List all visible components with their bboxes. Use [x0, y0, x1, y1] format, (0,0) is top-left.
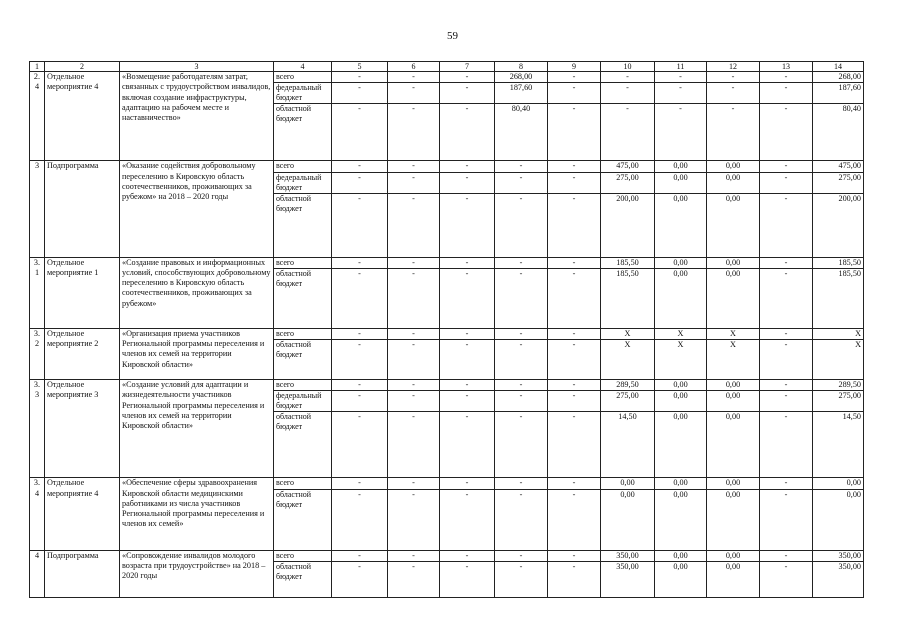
value-cell: - — [440, 561, 495, 597]
value-cell: - — [760, 561, 813, 597]
value-cell: - — [548, 489, 601, 550]
funding-source: всего — [274, 550, 332, 561]
value-cell: 14,50 — [813, 412, 864, 478]
value-cell: - — [495, 161, 548, 172]
column-number: 14 — [813, 62, 864, 72]
value-cell: 0,00 — [707, 489, 760, 550]
value-cell: - — [332, 83, 388, 104]
value-cell: - — [548, 550, 601, 561]
activity-type: Подпрограмма — [45, 550, 120, 597]
activity-type: Подпрограмма — [45, 161, 120, 257]
value-cell: - — [332, 550, 388, 561]
value-cell: - — [548, 193, 601, 257]
value-cell: - — [760, 104, 813, 161]
value-cell: - — [760, 72, 813, 83]
value-cell: - — [388, 489, 440, 550]
value-cell: Х — [601, 328, 655, 339]
value-cell: - — [548, 391, 601, 412]
value-cell: 185,50 — [813, 257, 864, 268]
row-index: 3.3 — [30, 380, 45, 478]
value-cell: - — [332, 391, 388, 412]
funding-source: федеральный бюджет — [274, 172, 332, 193]
column-number: 9 — [548, 62, 601, 72]
value-cell: - — [601, 83, 655, 104]
value-cell: - — [601, 72, 655, 83]
funding-source: областной бюджет — [274, 412, 332, 478]
value-cell: - — [388, 83, 440, 104]
value-cell: - — [548, 268, 601, 328]
column-number: 13 — [760, 62, 813, 72]
row-index: 3 — [30, 161, 45, 257]
value-cell: 0,00 — [707, 268, 760, 328]
funding-source: федеральный бюджет — [274, 83, 332, 104]
value-cell: - — [548, 561, 601, 597]
table-row — [30, 380, 864, 391]
value-cell: - — [495, 172, 548, 193]
value-cell: - — [655, 83, 707, 104]
value-cell: - — [548, 161, 601, 172]
value-cell: - — [760, 328, 813, 339]
value-cell: - — [440, 104, 495, 161]
activity-type: Отдельное мероприятие 4 — [45, 478, 120, 550]
column-number: 8 — [495, 62, 548, 72]
column-number: 3 — [120, 62, 274, 72]
value-cell: 0,00 — [707, 561, 760, 597]
value-cell: 0,00 — [655, 478, 707, 489]
table-row — [30, 257, 864, 268]
column-number: 5 — [332, 62, 388, 72]
value-cell: - — [760, 83, 813, 104]
value-cell: - — [495, 328, 548, 339]
value-cell: 0,00 — [707, 161, 760, 172]
activity-type: Отдельное мероприятие 1 — [45, 257, 120, 328]
value-cell: - — [388, 340, 440, 380]
table-row — [30, 72, 864, 83]
funding-source: всего — [274, 328, 332, 339]
value-cell: - — [707, 104, 760, 161]
value-cell: - — [440, 268, 495, 328]
column-number: 2 — [45, 62, 120, 72]
value-cell: - — [495, 257, 548, 268]
value-cell: - — [388, 161, 440, 172]
value-cell: - — [495, 268, 548, 328]
value-cell: - — [388, 550, 440, 561]
row-index: 3.2 — [30, 328, 45, 379]
activity-name: «Возмещение работодателям затрат, связанных с трудоустройством инвалидов, включая создание инфраструктуры, адаптацию на рабочем месте и наставничество» — [120, 72, 274, 161]
value-cell: 0,00 — [813, 478, 864, 489]
value-cell: 275,00 — [813, 172, 864, 193]
value-cell: 0,00 — [655, 257, 707, 268]
value-cell: 0,00 — [813, 489, 864, 550]
value-cell: - — [388, 478, 440, 489]
value-cell: - — [707, 83, 760, 104]
value-cell: - — [388, 561, 440, 597]
value-cell: - — [655, 72, 707, 83]
value-cell: - — [655, 104, 707, 161]
value-cell: - — [548, 478, 601, 489]
funding-source: федеральный бюджет — [274, 391, 332, 412]
activity-name: «Создание условий для адаптации и жизнедеятельности участников Региональной программы переселения и членов их семей на территории Кировской области» — [120, 380, 274, 478]
value-cell: - — [760, 412, 813, 478]
value-cell: 0,00 — [707, 478, 760, 489]
value-cell: - — [495, 391, 548, 412]
value-cell: - — [495, 489, 548, 550]
value-cell: Х — [601, 340, 655, 380]
value-cell: 275,00 — [601, 391, 655, 412]
value-cell: 0,00 — [655, 268, 707, 328]
value-cell: 187,60 — [495, 83, 548, 104]
value-cell: - — [332, 478, 388, 489]
funding-source: всего — [274, 478, 332, 489]
funding-source: областной бюджет — [274, 561, 332, 597]
value-cell: - — [332, 104, 388, 161]
value-cell: - — [332, 328, 388, 339]
value-cell: - — [760, 489, 813, 550]
value-cell: - — [332, 72, 388, 83]
value-cell: - — [760, 172, 813, 193]
value-cell: - — [548, 72, 601, 83]
value-cell: 268,00 — [813, 72, 864, 83]
value-cell: 0,00 — [707, 391, 760, 412]
column-number: 6 — [388, 62, 440, 72]
value-cell: - — [332, 412, 388, 478]
value-cell: - — [760, 391, 813, 412]
value-cell: Х — [655, 340, 707, 380]
value-cell: Х — [813, 328, 864, 339]
column-number: 12 — [707, 62, 760, 72]
value-cell: - — [440, 328, 495, 339]
value-cell: - — [332, 257, 388, 268]
activity-name: «Организация приема участников Региональной программы переселения и членов их семей на территории Кировской области» — [120, 328, 274, 379]
value-cell: - — [495, 380, 548, 391]
budget-table — [29, 61, 864, 598]
value-cell: 200,00 — [813, 193, 864, 257]
value-cell: - — [440, 193, 495, 257]
activity-type: Отдельное мероприятие 3 — [45, 380, 120, 478]
value-cell: - — [440, 478, 495, 489]
funding-source: областной бюджет — [274, 340, 332, 380]
column-number: 7 — [440, 62, 495, 72]
table-row — [30, 478, 864, 489]
value-cell: 0,00 — [601, 478, 655, 489]
value-cell: - — [440, 412, 495, 478]
value-cell: 0,00 — [707, 380, 760, 391]
value-cell: 0,00 — [707, 193, 760, 257]
value-cell: 14,50 — [601, 412, 655, 478]
row-index: 3.1 — [30, 257, 45, 328]
value-cell: - — [388, 391, 440, 412]
value-cell: - — [548, 83, 601, 104]
value-cell: - — [440, 72, 495, 83]
value-cell: 275,00 — [813, 391, 864, 412]
value-cell: 268,00 — [495, 72, 548, 83]
activity-name: «Создание правовых и информационных условий, способствующих добровольному переселению в Кировскую область соотечественников, проживающих за рубежом» — [120, 257, 274, 328]
value-cell: - — [388, 328, 440, 339]
table-row — [30, 550, 864, 561]
value-cell: - — [332, 561, 388, 597]
value-cell: 185,50 — [601, 257, 655, 268]
page-number: 59 — [447, 30, 458, 42]
activity-name: «Сопровождение инвалидов молодого возраста при трудоустройстве» на 2018 – 2020 годы — [120, 550, 274, 597]
budget-table-body — [30, 62, 864, 598]
value-cell: - — [548, 172, 601, 193]
value-cell: - — [760, 550, 813, 561]
value-cell: - — [440, 83, 495, 104]
value-cell: - — [495, 550, 548, 561]
value-cell: 350,00 — [601, 550, 655, 561]
funding-source: всего — [274, 380, 332, 391]
value-cell: - — [760, 268, 813, 328]
value-cell: 185,50 — [813, 268, 864, 328]
value-cell: 0,00 — [655, 380, 707, 391]
value-cell: - — [495, 193, 548, 257]
value-cell: 0,00 — [655, 550, 707, 561]
value-cell: 0,00 — [655, 412, 707, 478]
value-cell: 0,00 — [655, 561, 707, 597]
value-cell: - — [548, 380, 601, 391]
value-cell: 200,00 — [601, 193, 655, 257]
value-cell: 80,40 — [495, 104, 548, 161]
value-cell: 350,00 — [813, 561, 864, 597]
value-cell: - — [332, 193, 388, 257]
funding-source: областной бюджет — [274, 489, 332, 550]
column-number: 11 — [655, 62, 707, 72]
value-cell: Х — [655, 328, 707, 339]
funding-source: областной бюджет — [274, 268, 332, 328]
value-cell: 80,40 — [813, 104, 864, 161]
value-cell: 475,00 — [601, 161, 655, 172]
value-cell: 0,00 — [707, 172, 760, 193]
row-index: 3.4 — [30, 478, 45, 550]
table-row — [30, 161, 864, 172]
value-cell: 289,50 — [813, 380, 864, 391]
value-cell: - — [440, 161, 495, 172]
value-cell: - — [495, 478, 548, 489]
value-cell: - — [332, 172, 388, 193]
value-cell: - — [440, 550, 495, 561]
value-cell: 475,00 — [813, 161, 864, 172]
value-cell: 275,00 — [601, 172, 655, 193]
value-cell: - — [388, 72, 440, 83]
value-cell: - — [495, 412, 548, 478]
value-cell: Х — [707, 328, 760, 339]
value-cell: - — [707, 72, 760, 83]
value-cell: - — [440, 391, 495, 412]
value-cell: - — [332, 489, 388, 550]
value-cell: - — [495, 561, 548, 597]
table-row — [30, 328, 864, 339]
value-cell: - — [388, 412, 440, 478]
value-cell: Х — [813, 340, 864, 380]
value-cell: - — [388, 380, 440, 391]
value-cell: 0,00 — [601, 489, 655, 550]
value-cell: - — [388, 172, 440, 193]
value-cell: 0,00 — [707, 257, 760, 268]
row-index: 2.4 — [30, 72, 45, 161]
value-cell: 0,00 — [655, 391, 707, 412]
column-number: 4 — [274, 62, 332, 72]
value-cell: - — [548, 104, 601, 161]
funding-source: всего — [274, 161, 332, 172]
value-cell: 350,00 — [813, 550, 864, 561]
value-cell: - — [548, 412, 601, 478]
value-cell: - — [388, 257, 440, 268]
value-cell: - — [548, 257, 601, 268]
value-cell: - — [760, 161, 813, 172]
value-cell: 0,00 — [707, 550, 760, 561]
funding-source: областной бюджет — [274, 104, 332, 161]
value-cell: - — [760, 478, 813, 489]
value-cell: 0,00 — [655, 489, 707, 550]
activity-name: «Обеспечение сферы здравоохранения Кировской области медицинскими работниками из числа участников Региональной программы переселения и членов их семей» — [120, 478, 274, 550]
value-cell: 350,00 — [601, 561, 655, 597]
column-number: 10 — [601, 62, 655, 72]
column-number: 1 — [30, 62, 45, 72]
activity-type: Отдельное мероприятие 4 — [45, 72, 120, 161]
funding-source: всего — [274, 257, 332, 268]
value-cell: - — [760, 340, 813, 380]
value-cell: - — [548, 328, 601, 339]
value-cell: 289,50 — [601, 380, 655, 391]
value-cell: - — [440, 340, 495, 380]
value-cell: - — [332, 161, 388, 172]
value-cell: - — [760, 193, 813, 257]
value-cell: - — [440, 257, 495, 268]
funding-source: всего — [274, 72, 332, 83]
value-cell: 0,00 — [655, 161, 707, 172]
value-cell: Х — [707, 340, 760, 380]
activity-type: Отдельное мероприятие 2 — [45, 328, 120, 379]
value-cell: - — [388, 104, 440, 161]
value-cell: - — [440, 380, 495, 391]
funding-source: областной бюджет — [274, 193, 332, 257]
value-cell: - — [332, 268, 388, 328]
value-cell: 185,50 — [601, 268, 655, 328]
value-cell: 0,00 — [655, 193, 707, 257]
value-cell: - — [760, 257, 813, 268]
row-index: 4 — [30, 550, 45, 597]
value-cell: - — [332, 340, 388, 380]
value-cell: - — [760, 380, 813, 391]
value-cell: - — [332, 380, 388, 391]
value-cell: 0,00 — [707, 412, 760, 478]
value-cell: 0,00 — [655, 172, 707, 193]
value-cell: - — [388, 268, 440, 328]
value-cell: - — [440, 172, 495, 193]
value-cell: - — [601, 104, 655, 161]
value-cell: - — [548, 340, 601, 380]
value-cell: - — [495, 340, 548, 380]
column-number-row — [30, 62, 864, 72]
value-cell: 187,60 — [813, 83, 864, 104]
value-cell: - — [440, 489, 495, 550]
value-cell: - — [388, 193, 440, 257]
activity-name: «Оказание содействия добровольному переселению в Кировскую область соотечественников, проживающих за рубежом» на 2018 – 2020 годы — [120, 161, 274, 257]
